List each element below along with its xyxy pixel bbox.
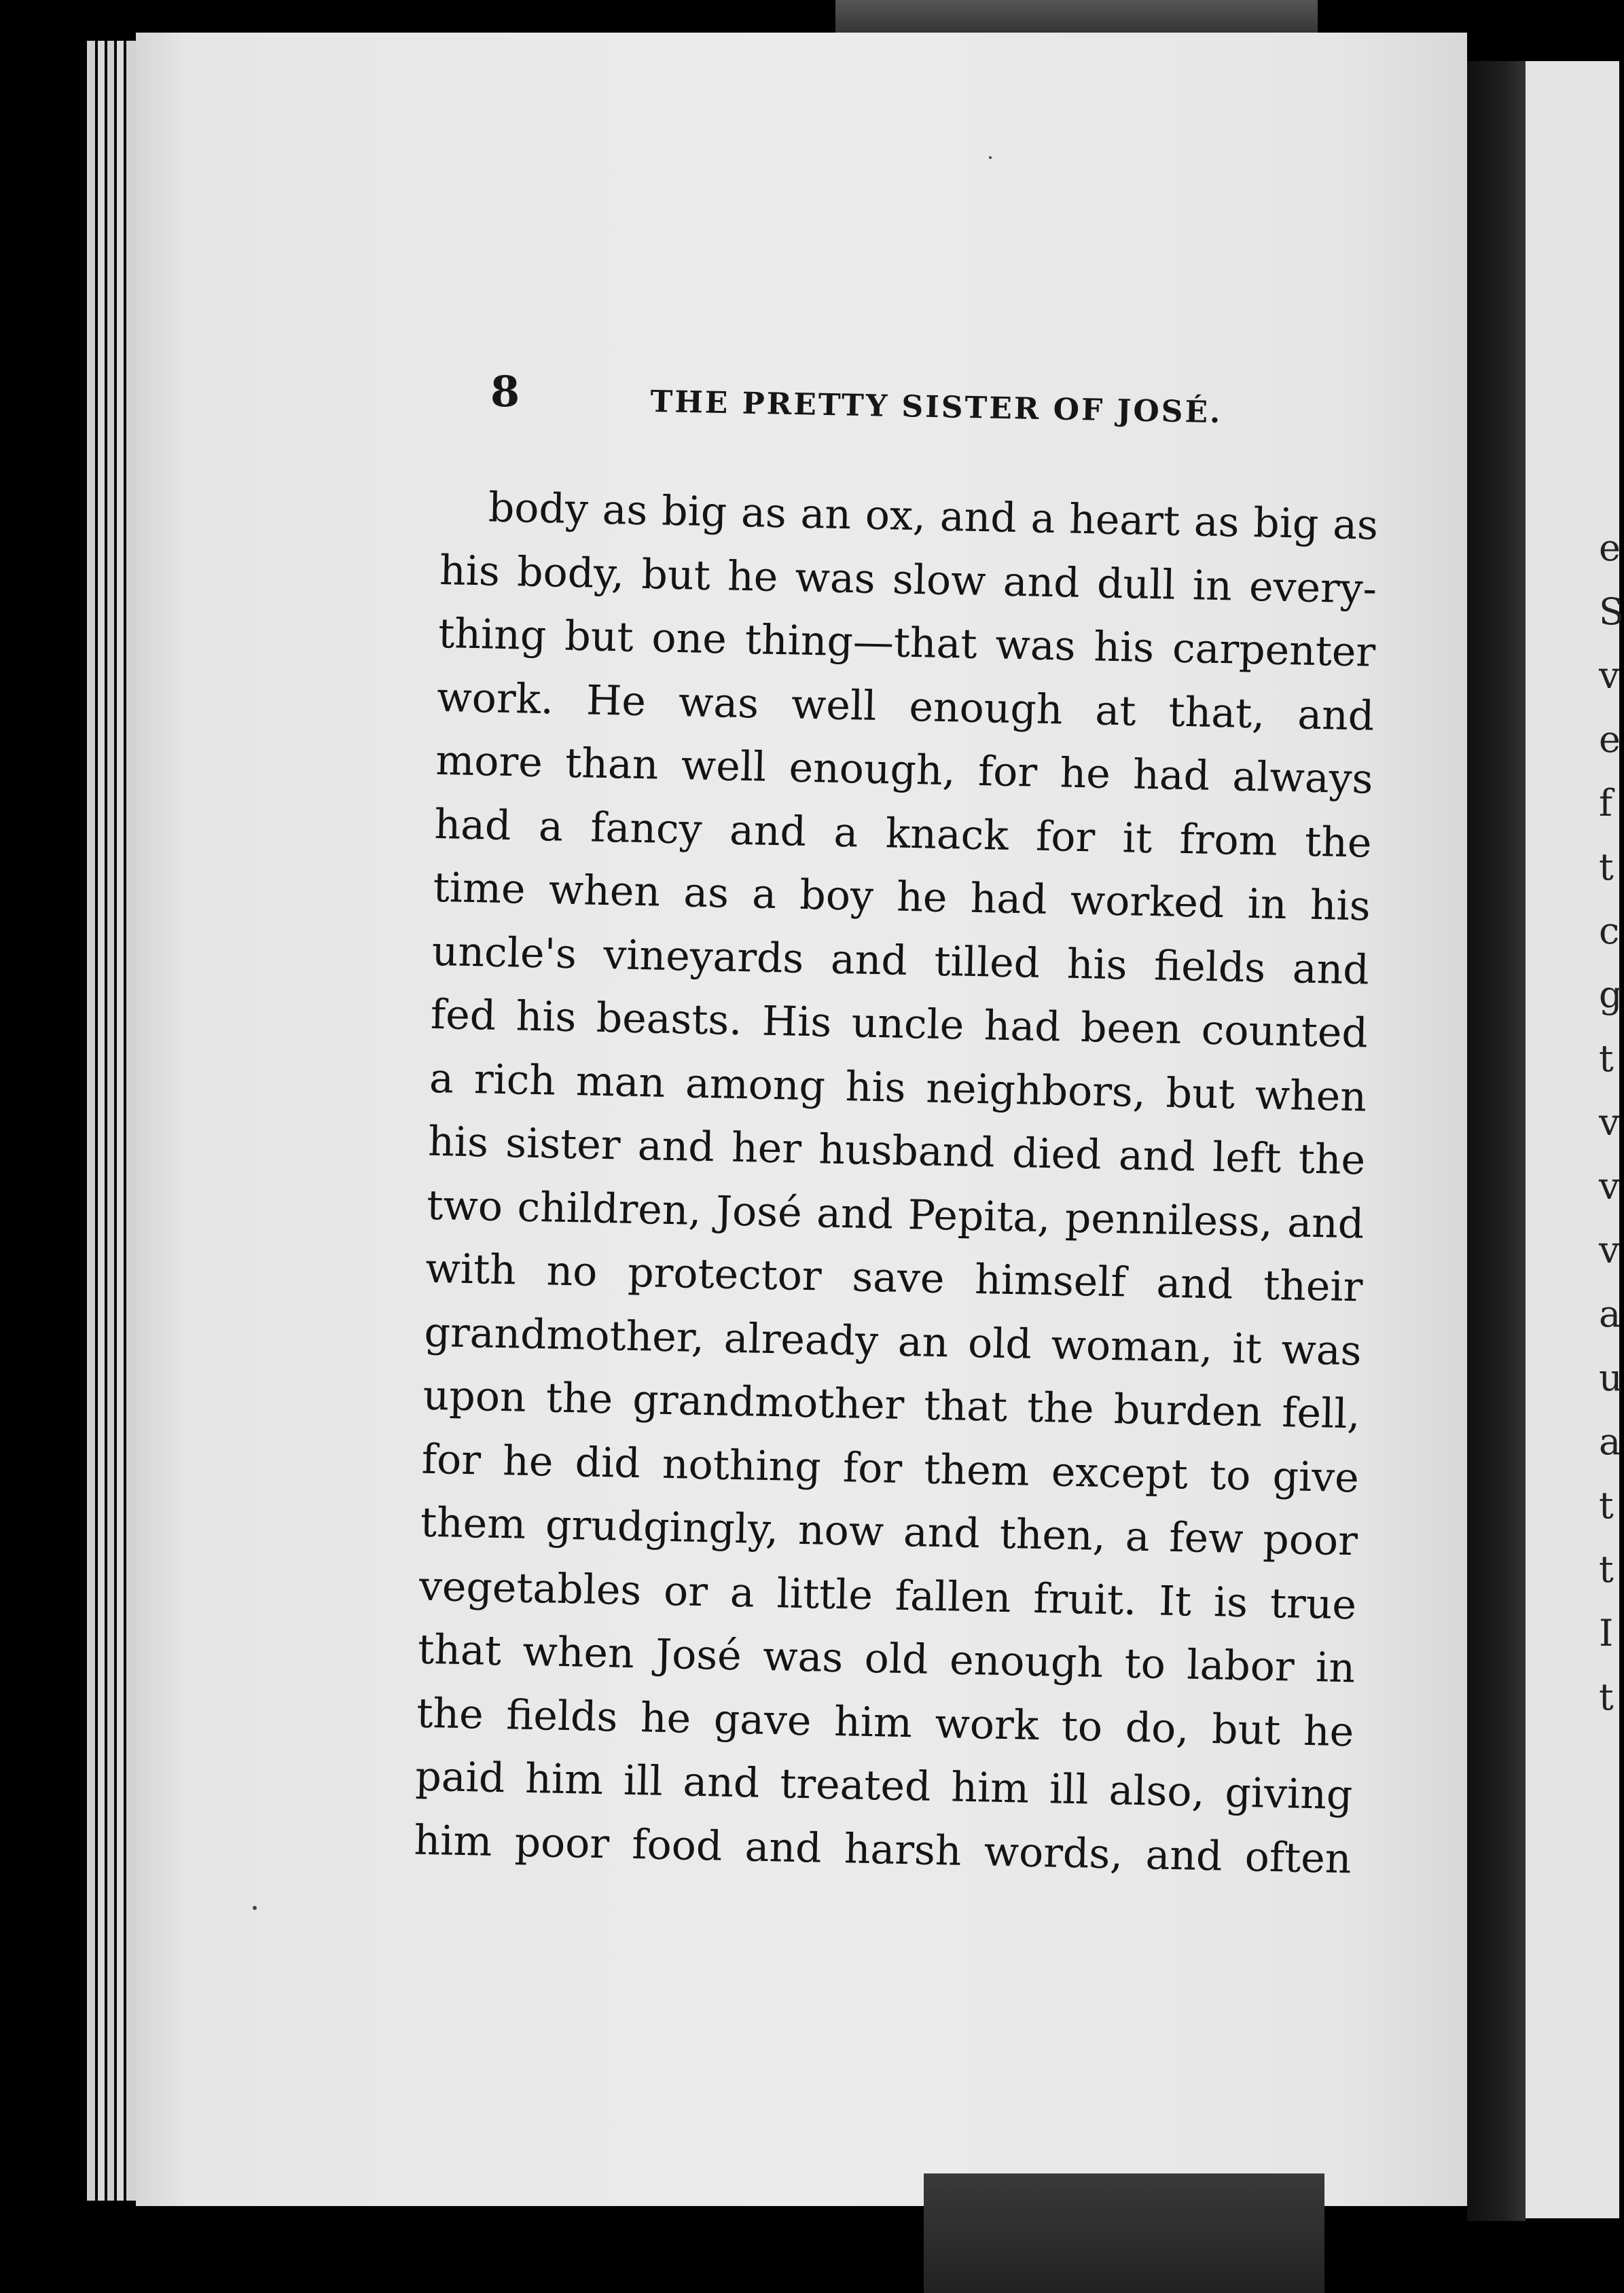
text-line: thing but one thing—that was his carpenter (437, 609, 1376, 676)
text-line: for he did nothing for them except to give (421, 1435, 1360, 1502)
text-line: work. He was well enough at that, and (436, 673, 1375, 740)
text-line: grandmother, already an old woman, it was (423, 1308, 1363, 1375)
text-line: upon the grandmother that the burden fell, (422, 1371, 1361, 1439)
top-clip-strip (835, 0, 1318, 35)
page-number: 8 (490, 367, 520, 416)
text-line: more than well enough, for he had always (435, 736, 1373, 804)
page-edge (107, 41, 114, 2201)
text-line: fed his beasts. His uncle had been counted (430, 990, 1369, 1058)
text-line: paid him ill and treated him ill also, giving (414, 1752, 1353, 1820)
page-edge (87, 41, 95, 2201)
text-line: had a fancy and a knack for it from the (433, 800, 1373, 867)
text-line: body as big as an ox, and a heart as big as (488, 484, 1379, 549)
text-line: the fields he gave him work to do, but he (416, 1689, 1354, 1756)
page-edge (126, 41, 136, 2201)
text-line: two children, José and Pepita, penniless, and (426, 1181, 1365, 1248)
body-text (414, 475, 1379, 1891)
text-line: them grudgingly, now and then, a few poor (420, 1498, 1358, 1566)
text-line: his body, but he was slow and dull in every- (439, 546, 1377, 613)
paper-speck (989, 156, 992, 159)
page-edge (117, 41, 124, 2201)
running-head: THE PRETTY SISTER OF JOSÉ. (650, 384, 1223, 431)
page-edge (98, 41, 105, 2201)
text-line: uncle's vineyards and tilled his fields and (431, 927, 1370, 994)
text-line: that when José was old enough to labor in (417, 1625, 1356, 1693)
text-line: him poor food and harsh words, and often (413, 1816, 1352, 1883)
text-line: time when as a boy he had worked in his (433, 863, 1371, 931)
bottom-clip-strip (924, 2173, 1324, 2293)
text-line: his sister and her husband died and left the (427, 1117, 1366, 1185)
paper-speck (253, 1906, 257, 1910)
text-line: a rich man among his neighbors, but when (429, 1054, 1367, 1121)
facing-page-text: e S v e f t c g t v v v a u a t t I t (1599, 526, 1624, 1718)
text-line: vegetables or a little fallen fruit. It is true (418, 1562, 1357, 1629)
text-line: with no protector save himself and their (425, 1244, 1363, 1312)
binding-gutter (1467, 61, 1526, 2221)
